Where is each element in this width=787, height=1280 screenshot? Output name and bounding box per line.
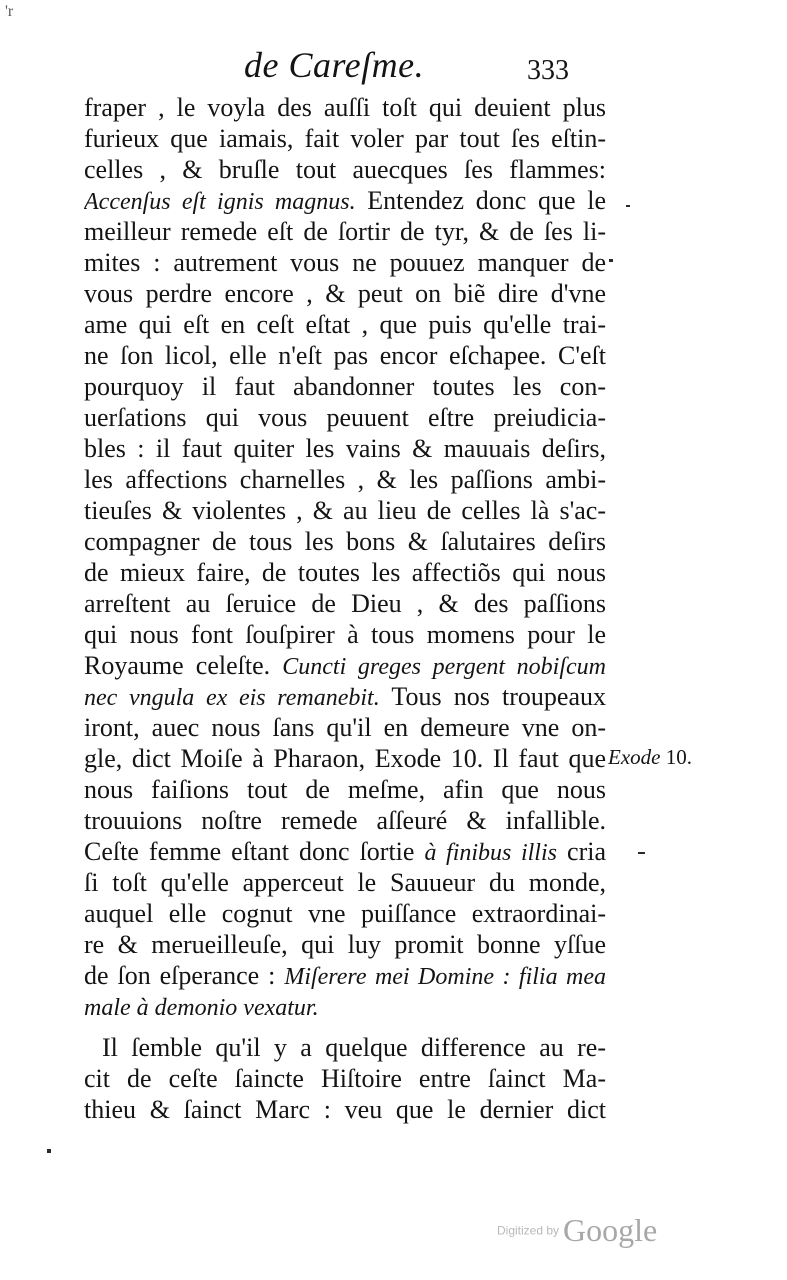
text-line xyxy=(84,216,606,247)
line-text: bles : il faut quiter les vains & mauuais deſirs, xyxy=(84,434,606,463)
text-line xyxy=(84,960,606,991)
text-line xyxy=(84,867,606,898)
latin-quote: à finibus illis xyxy=(424,840,557,866)
line-text: pourquoy il faut abandonner toutes les con- xyxy=(84,372,606,401)
line-text: auquel elle cognut vne puiſſance extraordinai- xyxy=(84,899,606,928)
line-text: mites : autrement vous ne pouuez manquer de xyxy=(84,248,606,277)
text-line xyxy=(84,805,606,836)
line-text: Tous nos troupeaux xyxy=(379,682,606,711)
text-line xyxy=(84,123,606,154)
line-text: thieu & ſainct Marc : veu que le dernier dict xyxy=(84,1095,606,1124)
line-text: qui nous font ſouſpirer à tous momens pour le xyxy=(84,620,606,649)
line-text: Royaume celeſte. xyxy=(84,651,283,680)
text-line xyxy=(84,278,606,309)
margin-note xyxy=(608,745,692,770)
text-line xyxy=(84,557,606,588)
line-text: vous perdre encore , & peut on biẽ dire d'vne xyxy=(84,279,606,308)
line-text: tieuſes & violentes , & au lieu de celles là s'ac- xyxy=(84,496,606,525)
line-text: fraper , le voyla des auſſi toſt qui deuient plus xyxy=(84,93,606,122)
line-text: meilleur remede eſt de ſortir de tyr, & de ſes li- xyxy=(84,217,606,246)
text-line xyxy=(84,433,606,464)
text-line xyxy=(84,1063,606,1094)
text-line xyxy=(84,185,606,216)
text-line xyxy=(84,743,606,774)
margin-note-book: Exode xyxy=(608,745,661,769)
line-text: trouuions noſtre remede aſſeuré & infallible. xyxy=(84,806,606,835)
text-line xyxy=(84,247,606,278)
text-line xyxy=(84,681,606,712)
text-line xyxy=(84,371,606,402)
line-text: les affections charnelles , & les paſſions ambi- xyxy=(84,465,606,494)
text-line xyxy=(84,402,606,433)
line-text: ne ſon licol, elle n'eſt pas encor eſchapee. C'eſt xyxy=(84,341,606,370)
line-text: cit de ceſte ſaincte Hiſtoire entre ſainct Ma- xyxy=(84,1064,606,1093)
margin-speck xyxy=(626,205,630,207)
text-line xyxy=(84,92,606,123)
line-text: compagner de tous les bons & ſalutaires deſirs xyxy=(84,527,606,556)
text-line xyxy=(84,464,606,495)
text-line xyxy=(84,929,606,960)
latin-quote: nec vngula ex eis remanebit. xyxy=(84,685,380,711)
line-text: nous faiſions tout de meſme, afin que nous xyxy=(84,775,606,804)
line-text: Entendez donc que le xyxy=(355,186,606,215)
line-text: arreſtent au ſeruice de Dieu , & des paſſions xyxy=(84,589,606,618)
line-text: cria xyxy=(556,837,606,866)
text-line xyxy=(84,712,606,743)
digitized-by-google-watermark xyxy=(497,1212,657,1249)
watermark-prefix: Digitized by xyxy=(497,1223,560,1238)
margin-speck xyxy=(609,259,613,262)
text-line xyxy=(84,588,606,619)
google-wordmark: Google xyxy=(563,1212,658,1248)
text-line xyxy=(84,495,606,526)
line-text: celles , & bruſle tout auecques ſes flammes: xyxy=(84,155,606,184)
line-text: furieux que iamais, fait voler par tout ſes eſtin- xyxy=(84,124,606,153)
text-line xyxy=(84,1094,606,1125)
line-text: gle, dict Moiſe à Pharaon, Exode 10. Il faut que xyxy=(84,744,606,773)
latin-quote: Cuncti greges pergent nobiſcum xyxy=(282,654,606,680)
latin-quote: Accenſus eſt ignis magnus. xyxy=(84,189,356,215)
margin-speck xyxy=(638,852,645,854)
running-title: de Careſme. xyxy=(244,45,425,85)
line-text: ame qui eſt en ceſt eſtat , que puis qu'elle trai- xyxy=(84,310,606,339)
page-number: 333 xyxy=(527,55,569,86)
text-line xyxy=(84,526,606,557)
text-line xyxy=(84,991,606,1022)
line-text: de mieux faire, de toutes les affectiõs qui nous xyxy=(84,558,606,587)
text-line xyxy=(84,650,606,681)
line-text: Ceſte femme eſtant donc ſortie xyxy=(84,837,425,866)
text-line xyxy=(84,774,606,805)
latin-quote: Miſerere mei Domine : filia mea xyxy=(284,964,606,990)
line-text: Il ſemble qu'il y a quelque difference au re- xyxy=(102,1033,606,1062)
text-line xyxy=(84,836,606,867)
text-line xyxy=(84,340,606,371)
text-line xyxy=(84,154,606,185)
latin-quote: male à demonio vexatur. xyxy=(84,995,319,1021)
scan-edge-mark: 'r xyxy=(5,3,14,20)
line-text: uerſations qui vous peuuent eſtre preiudicia- xyxy=(84,403,606,432)
text-line xyxy=(102,1032,606,1063)
text-line xyxy=(84,898,606,929)
text-line xyxy=(84,309,606,340)
line-text: iront, auec nous ſans qu'il en demeure vne on- xyxy=(84,713,606,742)
text-line xyxy=(84,619,606,650)
margin-speck xyxy=(47,1149,51,1153)
line-text: de ſon eſperance : xyxy=(84,961,285,990)
line-text: re & merueilleuſe, qui luy promit bonne yſſue xyxy=(84,930,606,959)
line-text: ſi toſt qu'elle apperceut le Sauueur du monde, xyxy=(84,868,606,897)
margin-note-chapter: 10. xyxy=(660,745,692,769)
